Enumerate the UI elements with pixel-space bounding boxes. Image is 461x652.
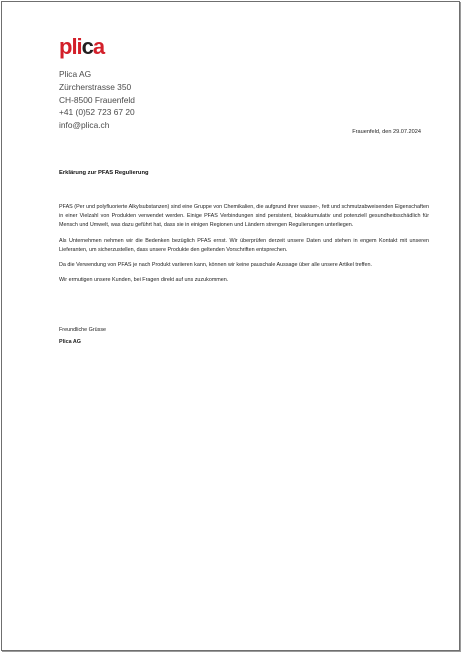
body-paragraph: PFAS (Per und polyfluorierte Alkylsubstanzen) sind eine Gruppe von Chemikalien, die aufgrund ihrer wasser-, fett und schmutzabweisenden Eigenschaften in einer Vielzahl von Produkten verwendet werden. Einige PFAS Verbindungen sind persistent, bioakkumulativ und potenziell gesundheitsschädlich für Mensch und Umwelt, was dazu geführt hat, dass sie in einigen Regionen und Ländern strengen Regulierungen unterliegen. [59,204,429,229]
body-paragraph: Wir ermutigen unsere Kunden, bei Fragen direkt auf uns zuzukommen. [59,277,229,284]
closing-greeting: Freundliche Grüsse [59,327,107,333]
letter-body [59,203,429,291]
sender-company: Plica AG [59,69,92,79]
letter-closing [59,326,106,347]
body-paragraph: Da die Verwendung von PFAS je nach Produkt variieren kann, können wir keine pauschale Aussage über alle unsere Artikel treffen. [59,262,373,269]
logo-wordmark: plica [59,34,105,59]
letter-subject: Erklärung zur PFAS Regulierung [59,170,149,176]
sender-address-block [59,68,135,132]
sender-phone: +41 (0)52 723 67 20 [59,107,135,118]
place-and-date: Frauenfeld, den 29.07.2024 [352,129,421,135]
document-page [1,1,460,651]
sender-street: Zürcherstrasse 350 [59,81,132,92]
closing-company: Plica AG [59,339,81,346]
body-paragraph: Als Unternehmen nehmen wir die Bedenken bezüglich PFAS ernst. Wir überprüfen derzeit unsere Daten und stehen in engem Kontakt mit unseren Lieferanten, um sicherzustellen, dass unsere Produkte den geltenden Vorschriften entsprechen. [59,237,429,253]
plica-logo [59,34,105,59]
sender-email: info@plica.ch [59,120,110,131]
sender-city: CH-8500 Frauenfeld [59,94,135,105]
